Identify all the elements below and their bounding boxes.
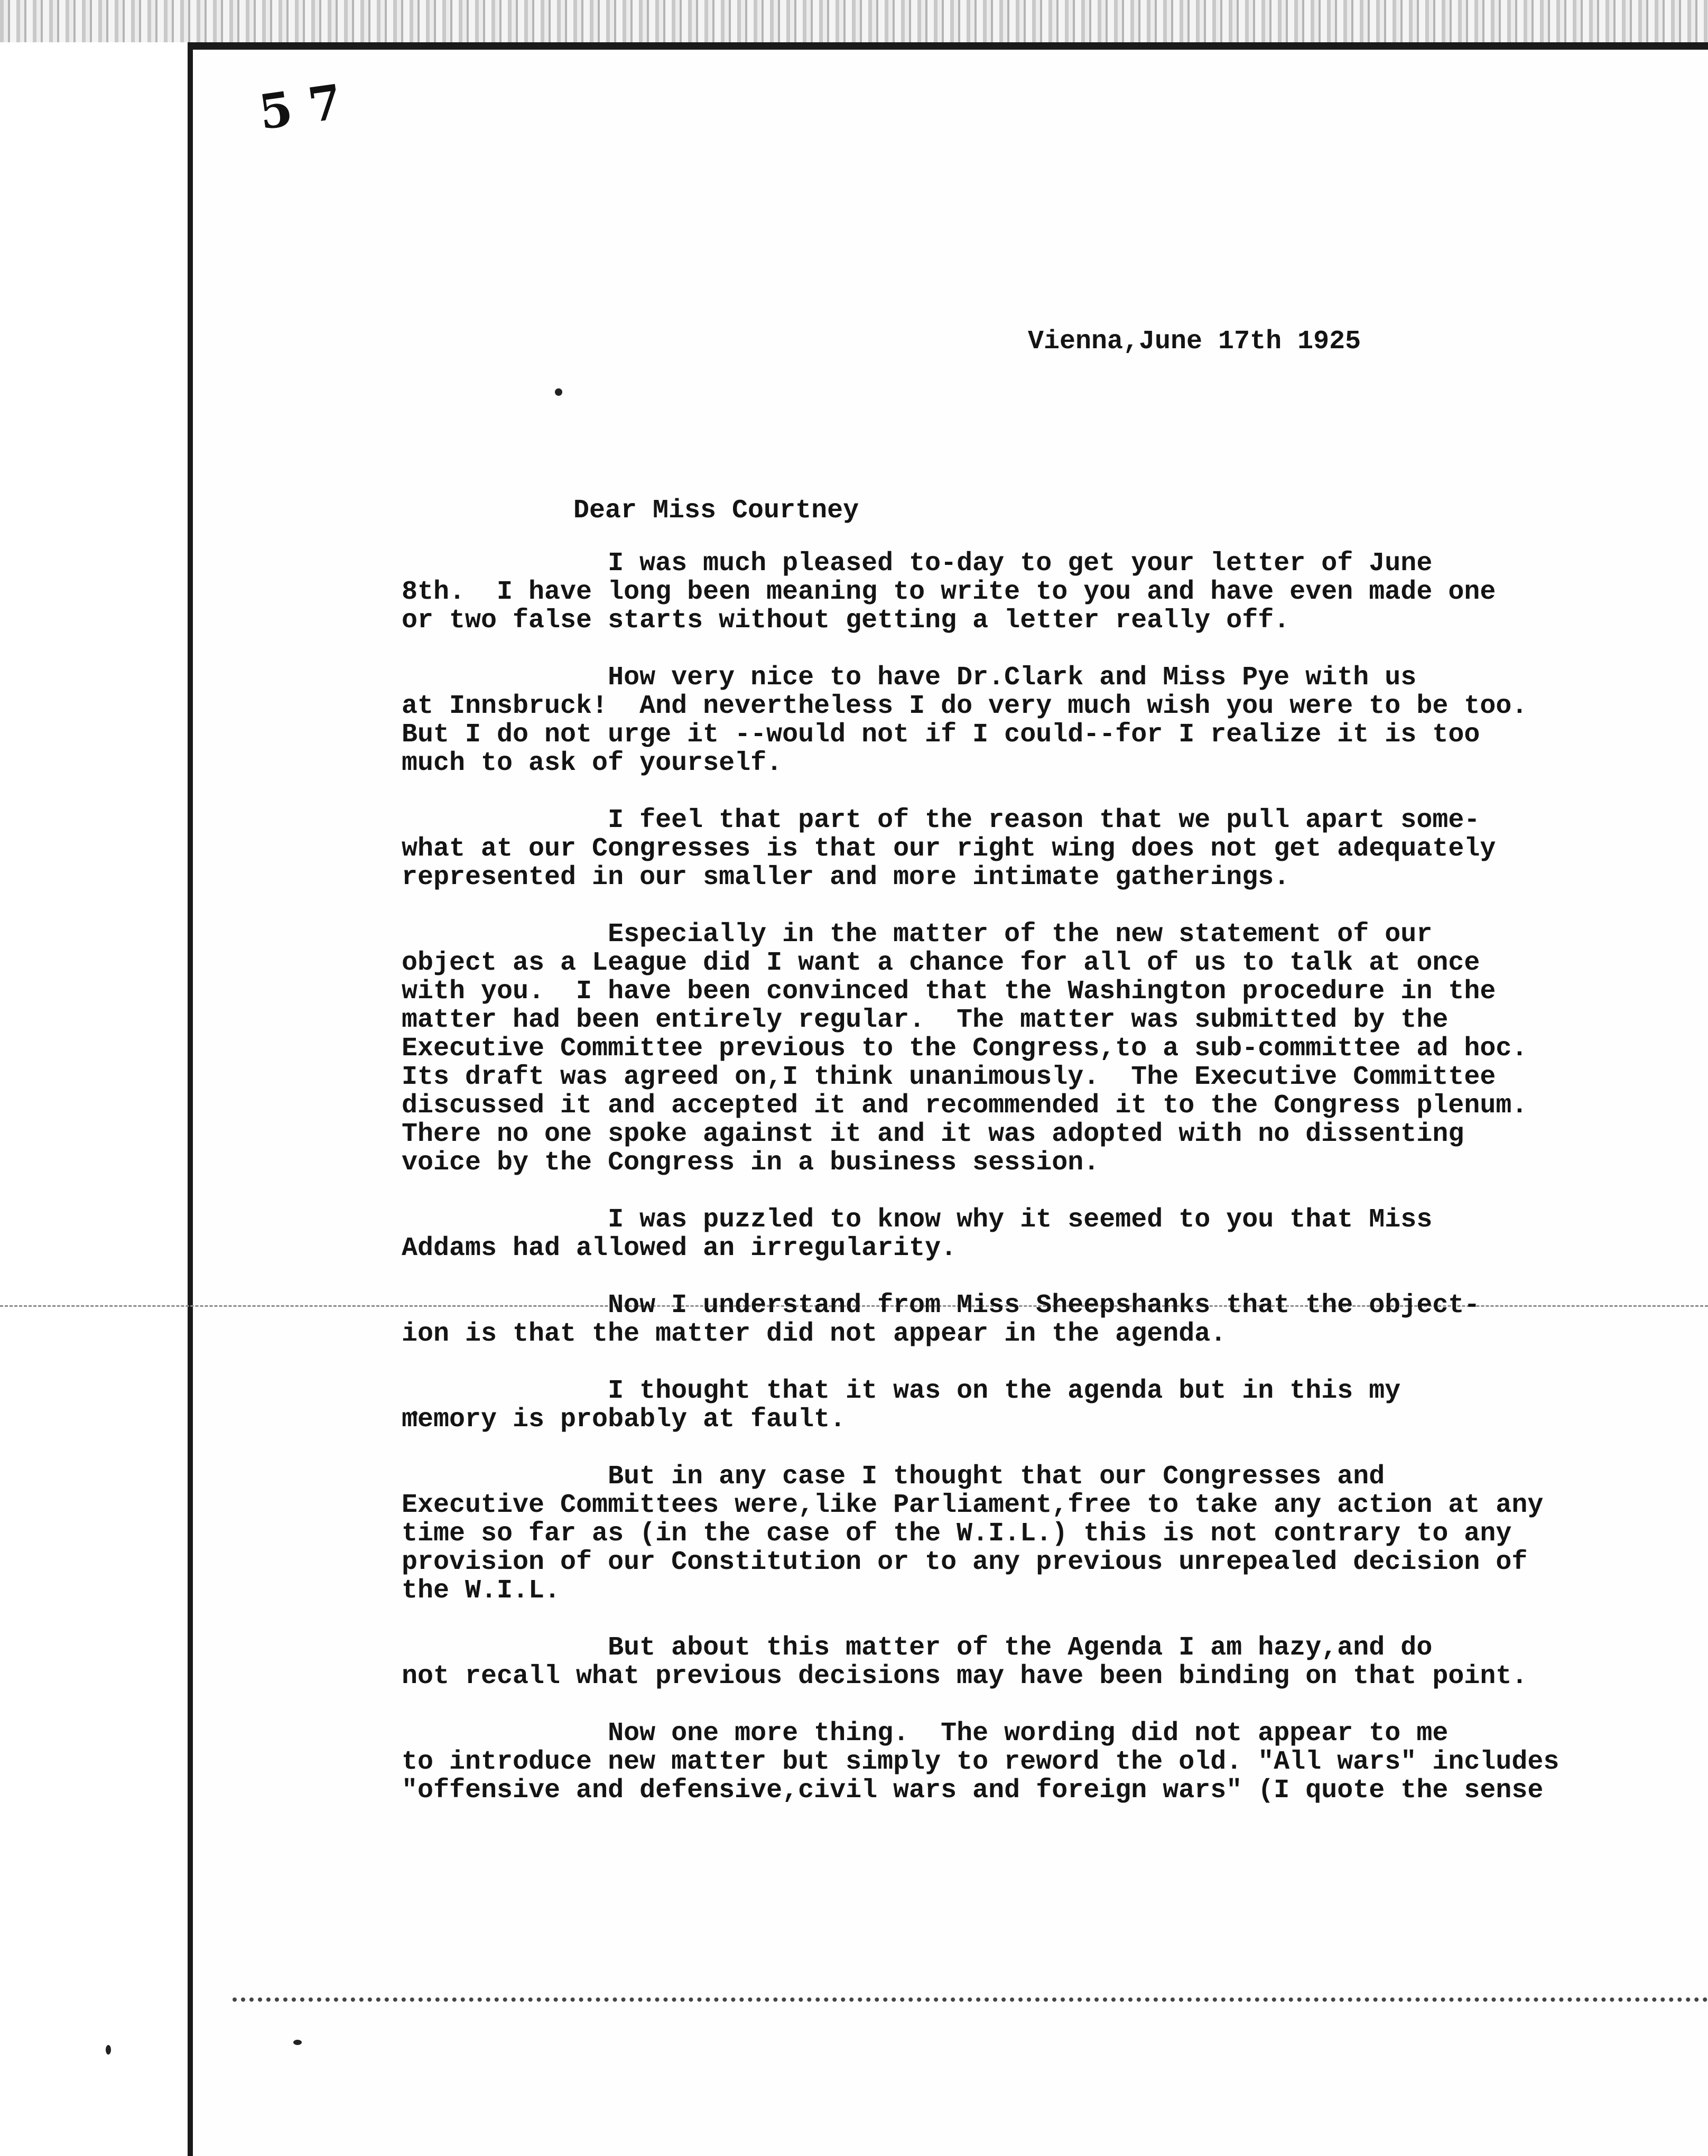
text-line: But I do not urge it --would not if I could--for I realize it is too bbox=[402, 720, 1480, 750]
text-line: Now I understand from Miss Sheepshanks that the object- bbox=[402, 1290, 1480, 1321]
text-line: But in any case I thought that our Congresses and bbox=[402, 1462, 1385, 1492]
text-line: provision of our Constitution or to any previous unrepealed decision of bbox=[402, 1547, 1528, 1577]
text-line: But about this matter of the Agenda I am hazy,and do bbox=[402, 1633, 1433, 1663]
text-line: to introduce new matter but simply to reword the old. "All wars" includes bbox=[402, 1747, 1560, 1777]
text-line: the W.I.L. bbox=[402, 1576, 561, 1606]
text-line: Addams had allowed an irregularity. bbox=[402, 1233, 957, 1263]
text-line: object as a League did I want a chance for all of us to talk at once bbox=[402, 948, 1480, 978]
paragraph bbox=[402, 806, 1638, 892]
scan-top-edge bbox=[0, 0, 1708, 42]
speck bbox=[555, 388, 562, 396]
text-line: with you. I have been convinced that the Washington procedure in the bbox=[402, 977, 1496, 1007]
text-line: I was much pleased to-day to get your letter of June bbox=[402, 549, 1433, 579]
text-line: How very nice to have Dr.Clark and Miss Pye with us bbox=[402, 663, 1417, 693]
text-line: There no one spoke against it and it was adopted with no dissenting bbox=[402, 1119, 1464, 1149]
text-line: at Innsbruck! And nevertheless I do very much wish you were to be too. bbox=[402, 691, 1528, 721]
text-line: Especially in the matter of the new statement of our bbox=[402, 919, 1433, 950]
text-line: or two false starts without getting a letter really off. bbox=[402, 606, 1290, 636]
text-line: memory is probably at fault. bbox=[402, 1405, 846, 1435]
paragraph bbox=[402, 1634, 1638, 1691]
text-line: I feel that part of the reason that we pull apart some- bbox=[402, 805, 1480, 835]
text-line: what at our Congresses is that our right wing does not get adequately bbox=[402, 834, 1496, 864]
text-line: represented in our smaller and more intimate gatherings. bbox=[402, 862, 1290, 893]
text-line: "offensive and defensive,civil wars and foreign wars" (I quote the sense bbox=[402, 1776, 1544, 1806]
text-line: Executive Committee previous to the Congress,to a sub-committee ad hoc. bbox=[402, 1034, 1528, 1064]
paragraph bbox=[402, 1206, 1638, 1263]
text-line: time so far as (in the case of the W.I.L.) this is not contrary to any bbox=[402, 1519, 1512, 1549]
text-line: ion is that the matter did not appear in the agenda. bbox=[402, 1319, 1227, 1349]
speck bbox=[106, 2045, 111, 2055]
paragraph bbox=[402, 1463, 1638, 1605]
paragraph bbox=[402, 1720, 1638, 1805]
paragraph bbox=[402, 1291, 1638, 1349]
text-line: Executive Committees were,like Parliament,free to take any action at any bbox=[402, 1490, 1544, 1520]
text-line: I was puzzled to know why it seemed to you that Miss bbox=[402, 1205, 1433, 1235]
scan-bottom-edge bbox=[233, 1997, 1708, 2002]
text-line: much to ask of yourself. bbox=[402, 748, 783, 778]
paragraph bbox=[402, 1377, 1638, 1434]
paragraph bbox=[402, 550, 1638, 635]
handwritten-mark: 5 7 bbox=[255, 73, 346, 141]
text-line: Its draft was agreed on,I think unanimously. The Executive Committee bbox=[402, 1062, 1496, 1092]
text-line: not recall what previous decisions may have been binding on that point. bbox=[402, 1661, 1528, 1692]
date-line: Vienna,June 17th 1925 bbox=[1028, 327, 1361, 357]
text-line: voice by the Congress in a business session. bbox=[402, 1148, 1100, 1178]
text-line: 8th. I have long been meaning to write to you and have even made one bbox=[402, 577, 1496, 607]
paragraph bbox=[402, 664, 1638, 778]
letter-paragraphs bbox=[402, 550, 1638, 1834]
text-line: Now one more thing. The wording did not appear to me bbox=[402, 1718, 1449, 1749]
speck bbox=[293, 2040, 302, 2045]
salutation: Dear Miss Courtney bbox=[573, 496, 859, 526]
paragraph bbox=[402, 921, 1638, 1177]
text-line: matter had been entirely regular. The matter was submitted by the bbox=[402, 1005, 1449, 1035]
text-line: I thought that it was on the agenda but in this my bbox=[402, 1376, 1401, 1406]
text-line: discussed it and accepted it and recommended it to the Congress plenum. bbox=[402, 1091, 1528, 1121]
